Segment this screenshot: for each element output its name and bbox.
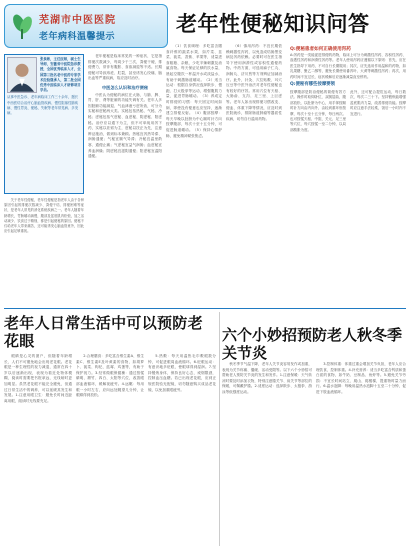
paragraph: 眼睛是心灵的窗户，但随着年龄增长，人们不可避免地会出现老花眼。老花眼是一种生理性的视力减退，通常在四十岁以后逐渐出现，表现为看近处物体模糊，阅读时需要把书报拿远，光线暗时更加明显。虽然老花眼不能完全避免，但通过日常生活中的调养，可以延缓其发生和发展。1.注意用眼卫生：避免长时间近距离用眼，阅读时光线要充足。: [4, 354, 72, 403]
section-divider: [4, 308, 406, 309]
answer-text: 按摩腹部是防治便秘的简便有效方法。操作时取仰卧位，双腿屈曲，腹部放松，以肚脐为中心，用手掌按顺时针方向由内向外、由轻到重环形按摩，每次十至十五分钟，每日两次。也可按揉天枢、中脘、关元、足三里等穴位，每穴按揉一至二分钟，以局部酸胀为度。: [290, 90, 346, 132]
article-body-col3: [166, 44, 222, 306]
column-banner: [4, 4, 168, 48]
author-photo: [7, 57, 37, 93]
article-body: [222, 362, 406, 546]
paragraph: 老年便秘是临床常见的一种症状，它是指排便次数减少，每周少于三次，粪便干硬，排便费力，常伴有腹胀、食欲减退等不适。长期便秘可导致痔疮、肛裂，甚至诱发心绞痛、脑出血等严重疾病，故应及时治疗。: [88, 54, 162, 81]
hospital-name: 芜湖市中医医院: [39, 15, 116, 26]
paragraph: （1）饮食调理：多吃富含膳食纤维的蔬菜水果，如芹菜、韭菜、菠菜、香蕉、苹果等，适量进食粗粮、杂粮，少吃辛辣刺激及油腻食物。每天保证足够的饮水量，晨起空腹饮一杯温开水或淡盐水，有助于刺激肠道蠕动。（2）适当运动：根据自身情况选择散步、慢跑、打太极拳等运动，增强腹肌力量，促进胃肠蠕动。（3）养成定时排便的习惯：每天固定时间如厕，即使没有便意也应坚持，逐渐建立排便反射。（4）腹部按摩：每天早晚以肚脐为中心顺时针方向按摩腹部，每次十至十五分钟，可促进肠道蠕动。（5）保持心情舒畅，避免精神紧张焦虑。: [166, 44, 222, 138]
paragraph: 关于老年性便秘，老年性便秘是指老年人由于各种原因引起的排便次数减少、粪便干结、排便困难等症状，是老年人常见的消化系统疾病之一。老年人随着年龄增长，胃肠蠕动减慢，腹部及盆底肌肉松弛，加之活动减少、饮食过于精细，都是引起便秘的原因。便秘不仅给老年人带来痛苦，还可能诱发心脑血管意外，因此应引起足够重视。: [4, 198, 84, 234]
question-heading: Q:便秘有哪些按摩要领: [290, 82, 336, 88]
column-name: 老年病科温馨提示: [39, 32, 116, 42]
article-body-col4: [226, 44, 282, 306]
leaf-logo-icon: [11, 13, 33, 39]
paragraph: 2.合理膳食：多吃富含维生素A、维生素C、维生素E及叶黄素的食物，如胡萝卜、菠菜、枸杞、蓝莓、鸡蛋等，有助于保护视力。3.经常做眼保健操：通过按揉睛明、攒竹、四白、太阳等穴位，改善眼部血液循环，缓解视疲劳。4.远眺：每用眼一小时左右，应向远处眺望几分钟，让眼睛得到放松。: [76, 354, 144, 398]
author-bio-body: 从事中医急诊、老年病临床工作三十余年，擅长中西医结合治疗心脑血管疾病、慢性阻塞性肺疾病、慢性胃炎、便秘、失眠等老年常见病、多发病。: [7, 95, 79, 116]
article-body-col1: [4, 198, 84, 302]
article-title: 老年人日常生活中可以预防老花眼: [4, 314, 203, 350]
article-body-col2: [88, 54, 162, 304]
answer-text: 此外，还可配合提肛运动，每日数次，每次二三十下。坚持锻炼能增强盆底肌肉力量，改善排便功能。按摩时应注意手法轻柔，饭后一小时内不宜进行。: [350, 90, 406, 116]
qa-column: [290, 44, 406, 306]
paragraph: 5.热敷：每天用温热毛巾敷眼数分钟，可促进眼周血液循环。6.眨眼运动：有意识地多眨眼，使眼球得到湿润。7.坚持锻炼身体，保持良好心态，戒烟限酒，控制血压血糖。若已出现老花眼，应到正规医院验光配镜，切勿随意购买成品老花镜，以免加重眼疲劳。: [148, 354, 216, 392]
person-portrait-icon: [8, 58, 36, 92]
paragraph: 秋冬季节气温下降，老年人关节炎容易发作或加重，表现为关节疼痛、僵硬、活动受限等。以下六个小妙招可帮助老人预防关节炎的发生和发作。1.注意保暖：天气转凉时要及时添加衣物，特别注意膝关节、肩关节等部位的保暖，可佩戴护膝。2.适度运动：选择散步、太极拳、游泳等低强度运动。: [222, 362, 312, 394]
author-box: [4, 54, 84, 194]
author-bio-title: 张泉彬，主任医师，硕士生导师，安徽省中医院急诊教授，全国优秀临床人才，全国第三批名老中医药专家学术经验继承人，第二批全国优秀中医临床人才研修项目学员。: [40, 57, 81, 93]
answer-text: A:泻药是一类能促进排便的药物，临床上可分为刺激性泻药、容积性泻药、渗透性泻药和润滑性泻药等。老年人使用泻药应遵循以下原则：首先，应在医生指导下用药，不可自行长期服用；其次，应先选用作用温和的药物，如乳果糖、聚乙二醇等，避免长期使用番泻叶、大黄等刺激性泻药；再次，用药时间不宜过长，症状缓解后应逐渐减量直至停药。: [290, 53, 406, 79]
paragraph: 3.控制体重：体重过重会增加关节负担，老年人应合理饮食，控制体重。4.补充营养：适当多吃富含钙质和蛋白质的食物，如牛奶、豆制品、鱼虾等。5.避免关节劳损：不宜长时间站立、爬山、爬楼梯，提重物时量力而行。6.温水泡脚：每晚用温热水泡脚十五至二十分钟，促进下肢血液循环。: [316, 362, 406, 394]
section-heading: 中医怎么认识和治疗便秘: [101, 84, 149, 90]
article-body: [4, 354, 216, 546]
column-divider: [219, 312, 220, 546]
page-headline: 老年性便秘知识问答: [176, 12, 370, 36]
article-title: 六个小妙招预防老人秋冬季关节炎: [222, 326, 403, 362]
paragraph: （6）慎用泻药：不宜长期依赖刺激性泻药，以免造成结肠黑变病及泻药依赖。必要时可在医生指导下使用润滑性或容积性通便药物。中药方面，可选用麻子仁丸、润肠丸、济川煎等方剂辨证加减治疗。此外，针灸、穴位贴敷、耳穴压豆等中医外治法对老年性便秘也有较好的疗效。常用穴位有天枢、大肠俞、支沟、足三里、上巨虚等。老年人如出现排便习惯改变、便血、体重下降等情况，应及时到医院就诊，排除肠道肿瘤等器质性疾病，切勿自行滥用药物。: [226, 44, 282, 121]
question-heading: Q:便秘患者如何正确使用泻药: [290, 47, 351, 52]
paragraph: 中医认为便秘的病位在大肠，与肺、脾、胃、肝、肾等脏腑的功能失调有关。老年人多因脏腑功能减退、气血津液亏虚所致，可分为实秘和虚秘两大类。实秘包括热秘、气秘、冷秘；虚秘包括气虚秘、血虚秘、阴虚秘、阳虚秘。治疗应以通下为主，但不可单纯用泻下药，实秘以祛邪为主，虚秘以扶正为先，注意辨证施治，做到标本兼顾。热秘宜泻热导滞、润肠通便；气秘宜顺气导滞；冷秘宜温里散寒、通便止痛；气虚秘宜益气润肠；血虚秘宜养血润燥；阴虚秘宜滋阴通便；阳虚秘宜温阳通便。: [88, 92, 162, 159]
